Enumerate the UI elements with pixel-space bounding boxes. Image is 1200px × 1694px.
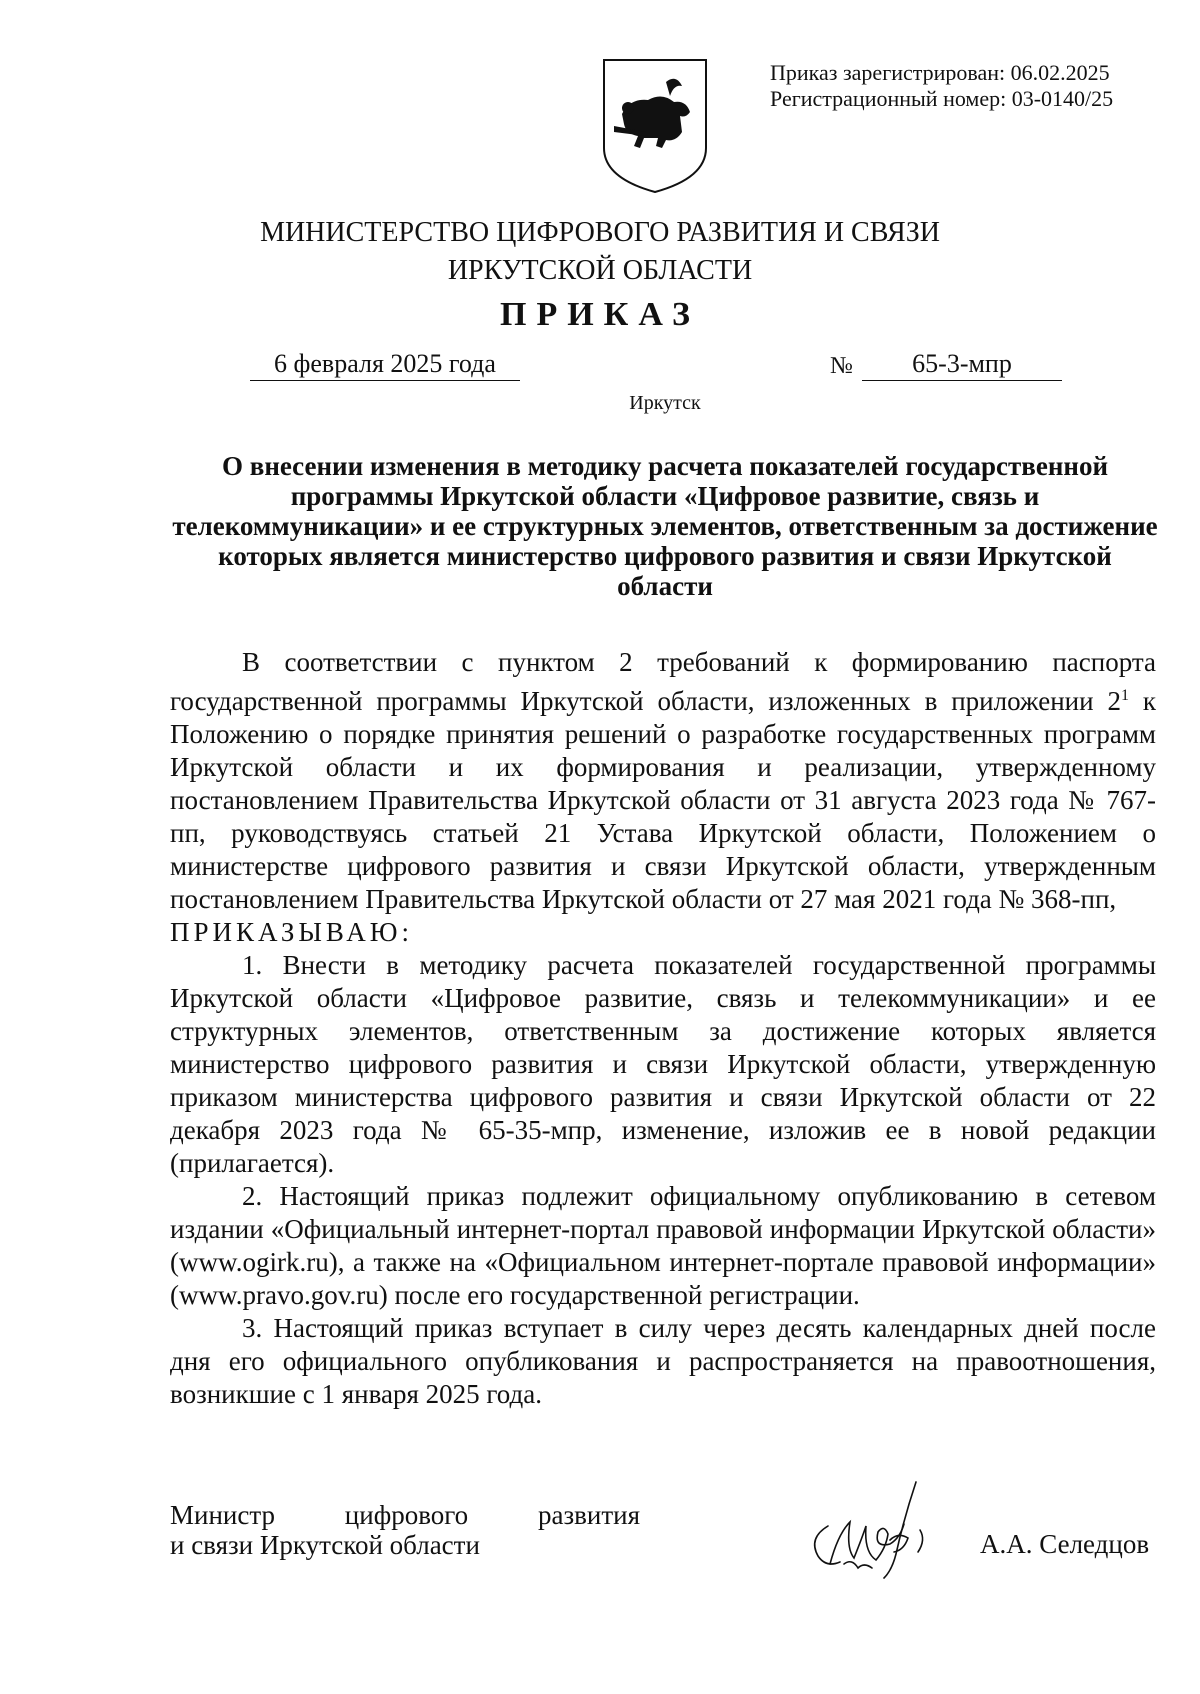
order-item-1: 1. Внести в методику расчета показателей государственной программы Иркутской области «Цифровое развитие, связь и телекоммуникации» и ее структурных элементов, ответственным за достижение которых является министерство цифрового развития и связи Иркутской области, утвержденную приказом министерства цифрового развития и связи Иркутской области от 22 декабря 2023 года № 65-35-мпр, изменение, изложив ее в новой редакции (прилагается). xyxy=(170,950,1156,1178)
registration-number: Регистрационный номер: 03-0140/25 xyxy=(770,86,1114,111)
order-word: ПРИКАЗЫВАЮ: xyxy=(170,917,413,947)
signatory-position xyxy=(170,1500,640,1560)
document-body xyxy=(170,646,1156,1411)
document-number: 65-3-мпр xyxy=(862,348,1062,381)
registration-note xyxy=(770,60,1113,112)
document-subject: О внесении изменения в методику расчета показателей государственной программы Иркутской области «Цифровое развитие, связь и телекоммуникации» и ее структурных элементов, ответственным за достижение которых является министерство цифрового развития и связи Иркутской области xyxy=(172,451,1158,601)
preamble-paragraph xyxy=(170,646,1156,916)
ministry-title-line2: ИРКУТСКОЙ ОБЛАСТИ xyxy=(447,255,753,286)
document-type: ПРИКАЗ xyxy=(500,296,700,333)
order-item-2: 2. Настоящий приказ подлежит официальному опубликованию в сетевом издании «Официальный интернет-портал правовой информации Иркутской области» (www.ogirk.ru), а также на «Официальном интернет-портале правовой информации» (www.pravo.gov.ru) после его государственной регистрации. xyxy=(170,1181,1156,1310)
preamble-text-b: к Положению о порядке принятия решений о разработке государственных программ Иркутской области и их формирования и реализации, утвержденному постановлением Правительства Иркутской области от 31 августа 2023 года № 767-пп, руководствуясь статьей 21 Устава Иркутской области, Положением о министерстве цифрового развития и связи Иркутской области, утвержденным постановлением Правительства Иркутской области от 27 мая 2021 года № 368-пп, xyxy=(170,686,1156,914)
ministry-title-line1: МИНИСТЕРСТВО ЦИФРОВОГО РАЗВИТИЯ И СВЯЗИ xyxy=(260,217,940,248)
handwritten-signature xyxy=(800,1478,940,1582)
position-word-2: цифрового xyxy=(344,1500,469,1530)
position-word-1: Министр xyxy=(170,1500,275,1530)
position-word-3: развития xyxy=(537,1500,640,1530)
preamble-superscript: 1 xyxy=(1120,687,1129,704)
preamble-text-a: В соответствии с пунктом 2 требований к формированию паспорта государственной программы Иркутской области, изложенных в приложении 2 xyxy=(170,647,1156,716)
document-city: Иркутск xyxy=(629,392,701,414)
registration-date: Приказ зарегистрирован: 06.02.2025 xyxy=(770,60,1110,85)
position-line-2: и связи Иркутской области xyxy=(170,1530,480,1560)
number-sign: № xyxy=(830,353,853,379)
signatory-name: А.А. Селедцов xyxy=(980,1529,1150,1559)
ministry-title xyxy=(0,214,1200,290)
document-date: 6 февраля 2025 года xyxy=(250,348,520,381)
order-item-3: 3. Настоящий приказ вступает в силу через десять календарных дней после дня его официального опубликования и распространяется на правоотношения, возникшие с 1 января 2025 года. xyxy=(170,1313,1156,1409)
coat-of-arms-icon xyxy=(600,56,710,196)
